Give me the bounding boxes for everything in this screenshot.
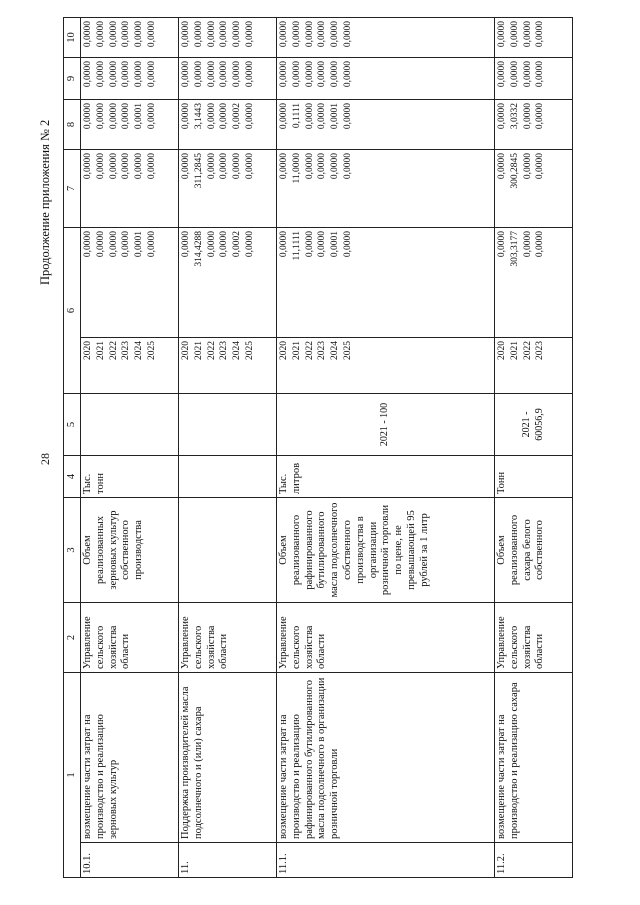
row-base: 2021 - 100 xyxy=(277,394,495,456)
row-name: возмещение части затрат на производство и реализацию рафинированного бутилированного масла подсолнечного в организации розничной торговли xyxy=(277,673,495,843)
header-col-3: 3 xyxy=(64,498,81,603)
row-code: 11.1. xyxy=(277,843,495,878)
row-indicator: Объем реализованных зерновых культур собственного производства xyxy=(81,498,179,603)
row-col7: 0,0000 0,0000 0,0000 0,0000 0,0000 0,0000 xyxy=(81,150,179,228)
row-unit: Тыс. литров xyxy=(277,456,495,498)
program-table xyxy=(63,17,573,878)
row-col7: 0,0000 11,0000 0,0000 0,0000 0,0000 0,0000 xyxy=(277,150,495,228)
table-row xyxy=(495,18,573,878)
row-col7: 0,0000 300,2845 0,0000 0,0000 xyxy=(495,150,573,228)
table-row xyxy=(179,18,277,878)
row-org: Управление сельского хозяйства области xyxy=(277,603,495,673)
header-col-5: 5 xyxy=(64,394,81,456)
row-code: 11. xyxy=(179,843,277,878)
row-base xyxy=(179,394,277,456)
row-col10: 0,0000 0,0000 0,0000 0,0000 0,0000 0,0000 xyxy=(179,18,277,58)
row-base xyxy=(81,394,179,456)
row-name: Поддержка производителей масла подсолнечного и (или) сахара xyxy=(179,673,277,843)
continuation-title: Продолжение приложения № 2 xyxy=(38,119,52,285)
row-org: Управление сельского хозяйства области xyxy=(179,603,277,673)
header-col-6: 6 xyxy=(64,228,81,394)
row-col10: 0,0000 0,0000 0,0000 0,0000 xyxy=(495,18,573,58)
row-years: 2020 2021 2022 2023 2024 2025 xyxy=(81,338,179,394)
row-unit xyxy=(179,456,277,498)
row-col9: 0,0000 0,0000 0,0000 0,0000 0,0000 0,0000 xyxy=(179,58,277,100)
header-col-7: 7 xyxy=(64,150,81,228)
row-indicator: Объем реализованного рафинированного бутилированного масла подсолнечного собственного производства в организации розничной торговли по цене, не превышающей 95 рублей за 1 литр xyxy=(277,498,495,603)
header-col-1: 1 xyxy=(64,673,81,878)
row-name: возмещение части затрат на производство и реализацию зерновых культур xyxy=(81,673,179,843)
row-name: возмещение части затрат на производство и реализацию сахара xyxy=(495,673,573,843)
header-col-10: 10 xyxy=(64,18,81,58)
row-col6: 0,0000 0,0000 0,0000 0,0000 0,0001 0,0000 xyxy=(81,228,179,338)
row-col9: 0,0000 0,0000 0,0000 0,0000 xyxy=(495,58,573,100)
table-row xyxy=(81,18,179,878)
row-col8: 0,0000 3,0332 0,0000 0,0000 xyxy=(495,100,573,150)
row-col6: 0,0000 303,3177 0,0000 0,0000 xyxy=(495,228,573,338)
row-unit: Тыс. тонн xyxy=(81,456,179,498)
row-years: 2020 2021 2022 2023 2024 2025 xyxy=(179,338,277,394)
row-col6: 0,0000 314,4288 0,0000 0,0000 0,0002 0,0000 xyxy=(179,228,277,338)
row-org: Управление сельского хозяйства области xyxy=(81,603,179,673)
row-code: 11.2. xyxy=(495,843,573,878)
row-col8: 0,0000 0,0000 0,0000 0,0000 0,0001 0,0000 xyxy=(81,100,179,150)
header-col-4: 4 xyxy=(64,456,81,498)
header-col-9: 9 xyxy=(64,58,81,100)
page-number: 28 xyxy=(38,453,52,465)
row-org: Управление сельского хозяйства области xyxy=(495,603,573,673)
row-indicator: Объем реализованного сахара белого собственного xyxy=(495,498,573,603)
row-col9: 0,0000 0,0000 0,0000 0,0000 0,0000 0,0000 xyxy=(277,58,495,100)
header-col-8: 8 xyxy=(64,100,81,150)
row-col10: 0,0000 0,0000 0,0000 0,0000 0,0000 0,0000 xyxy=(277,18,495,58)
row-unit: Тонн xyxy=(495,456,573,498)
row-col9: 0,0000 0,0000 0,0000 0,0000 0,0000 0,0000 xyxy=(81,58,179,100)
table-row xyxy=(277,18,495,878)
row-col8: 0,0000 0,1111 0,0000 0,0000 0,0001 0,0000 xyxy=(277,100,495,150)
row-col10: 0,0000 0,0000 0,0000 0,0000 0,0000 0,0000 xyxy=(81,18,179,58)
row-base: 2021 - 60056,9 xyxy=(495,394,573,456)
row-code: 10.1. xyxy=(81,843,179,878)
row-indicator xyxy=(179,498,277,603)
row-col8: 0,0000 3,1443 0,0000 0,0000 0,0002 0,0000 xyxy=(179,100,277,150)
row-years: 2020 2021 2022 2023 2024 2025 xyxy=(277,338,495,394)
header-col-2: 2 xyxy=(64,603,81,673)
header-row xyxy=(64,18,81,878)
row-col6: 0,0000 11,1111 0,0000 0,0000 0,0001 0,0000 xyxy=(277,228,495,338)
row-years: 2020 2021 2022 2023 xyxy=(495,338,573,394)
row-col7: 0,0000 311,2845 0,0000 0,0000 0,0000 0,0000 xyxy=(179,150,277,228)
